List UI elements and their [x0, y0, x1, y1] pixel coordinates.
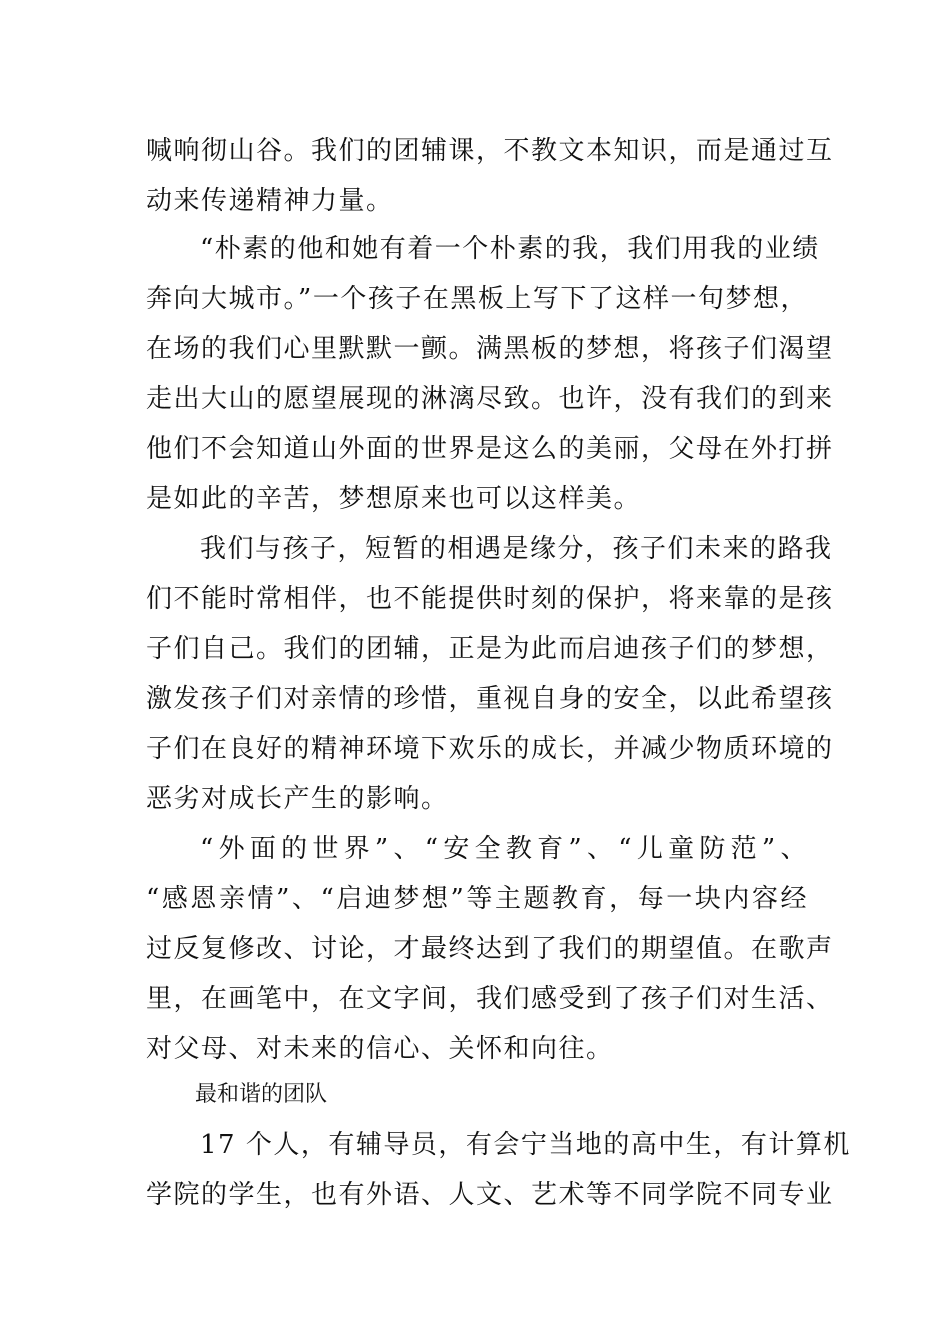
paragraph-line: 对父母、对未来的信心、关怀和向往。 — [146, 1034, 614, 1064]
paragraph-line: “朴素的他和她有着一个朴素的我，我们用我的业绩 — [200, 234, 820, 264]
paragraph-line: 走出大山的愿望展现的淋漓尽致。也许，没有我们的到来 — [146, 384, 834, 414]
paragraph-line: 是如此的辛苦，梦想原来也可以这样美。 — [146, 484, 642, 514]
paragraph-line: 我们与孩子，短暂的相遇是缘分，孩子们未来的路我 — [200, 534, 833, 564]
paragraph-line: 们不能时常相伴，也不能提供时刻的保护，将来靠的是孩 — [146, 584, 834, 614]
paragraph-2 — [146, 224, 834, 524]
paragraph-line: 子们在良好的精神环境下欢乐的成长，并减少物质环境的 — [146, 734, 834, 764]
paragraph-line: 学院的学生，也有外语、人文、艺术等不同学院不同专业 — [146, 1180, 834, 1210]
paragraph-line: 在场的我们心里默默一颤。满黑板的梦想，将孩子们渴望 — [146, 334, 834, 364]
paragraph-line: 过反复修改、讨论，才最终达到了我们的期望值。在歌声 — [146, 934, 834, 964]
paragraph-line: 恶劣对成长产生的影响。 — [146, 784, 449, 814]
paragraph-line: 激发孩子们对亲情的珍惜，重视自身的安全，以此希望孩 — [146, 684, 834, 714]
paragraph-5 — [146, 1120, 851, 1220]
paragraph-3 — [146, 524, 834, 824]
paragraph-line: “感恩亲情”、“启迪梦想”等主题教育，每一块内容经 — [146, 884, 808, 914]
paragraph-line: 他们不会知道山外面的世界是这么的美丽，父母在外打拼 — [146, 434, 834, 464]
paragraph-line: “外面的世界”、“安全教育”、“儿童防范”、 — [200, 834, 808, 864]
paragraph-line: 喊响彻山谷。我们的团辅课，不教文本知识，而是通过互 — [146, 136, 834, 166]
paragraph-line: 奔向大城市。”一个孩子在黑板上写下了这样一句梦想， — [146, 284, 808, 314]
paragraph-1 — [146, 126, 834, 226]
section-heading: 最和谐的团队 — [195, 1082, 328, 1107]
paragraph-4 — [146, 824, 834, 1074]
paragraph-line: 子们自己。我们的团辅，正是为此而启迪孩子们的梦想， — [146, 634, 834, 664]
paragraph-line: 里，在画笔中，在文字间，我们感受到了孩子们对生活、 — [146, 984, 834, 1014]
paragraph-line: 17 个人，有辅导员，有会宁当地的高中生，有计算机 — [200, 1130, 851, 1160]
paragraph-line: 动来传递精神力量。 — [146, 186, 394, 216]
